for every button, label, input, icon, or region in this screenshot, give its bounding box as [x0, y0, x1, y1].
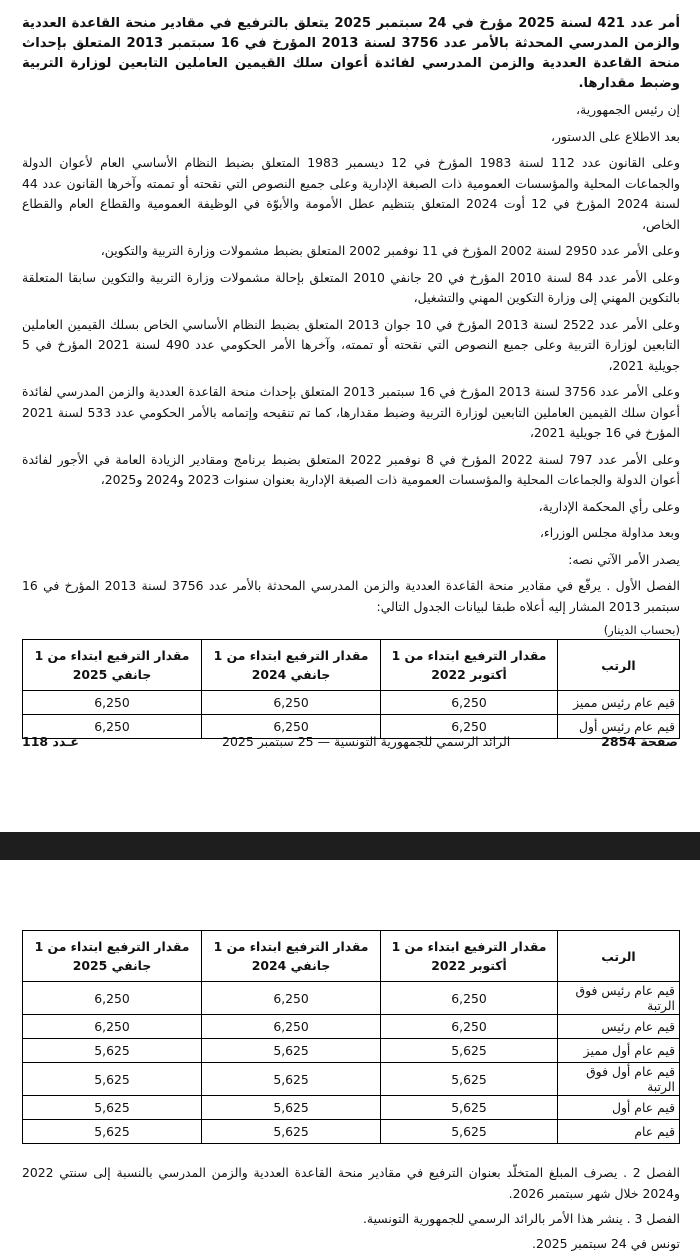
- table-row: [23, 1096, 680, 1120]
- table-row: [23, 1039, 680, 1063]
- header-jan-2024: مقدار الترفيع ابتداء من 1 جانفي 2024: [202, 640, 381, 691]
- value-cell: 6,250: [381, 1015, 558, 1039]
- table-header-row: [23, 931, 680, 982]
- increase-table-part-2: [22, 930, 680, 1144]
- value-cell: 5,625: [202, 1096, 381, 1120]
- rank-cell: قيم عام رئيس أول: [558, 715, 680, 739]
- preamble-law-112: وعلى القانون عدد 112 لسنة 1983 المؤرخ في 12 ديسمبر 1983 المتعلق بضبط النظام الأساسي العام لأعوان الدولة والجماعات المحلية والمؤسسات العمومية ذات الصبغة الإدارية وعلى جميع النصوص التي نقحته أو تممته وآخرها القانون عدد 44 لسنة 2024 المؤرخ في 12 أوت 2024 المتعلق بتنظيم عطل الأمومة والأبوّة في الوظيفة العمومية والقطاع العام والقطاع الخاص،: [22, 155, 680, 232]
- value-cell: 5,625: [23, 1063, 202, 1096]
- value-cell: 5,625: [202, 1120, 381, 1144]
- rank-cell: قيم عام: [558, 1120, 680, 1144]
- article-3: الفصل 3 . ينشر هذا الأمر بالرائد الرسمي للجمهورية التونسية.: [362, 1211, 680, 1226]
- value-cell: 5,625: [202, 1039, 381, 1063]
- rank-cell: قيم عام أول مميز: [558, 1039, 680, 1063]
- preamble-decree-3756: وعلى الأمر عدد 3756 لسنة 2013 المؤرخ في 16 سبتمبر 2013 المتعلق بإحداث منحة القاعدة العددية والزمن المدرسي لفائدة أعوان سلك القيمين العاملين التابعين لوزارة التربية وضبط مقدارها، كما تم تنقيحه وإتمامه بالأمر الحكومي عدد 533 لسنة 2021 المؤرخ في 16 جويلية 2021،: [22, 384, 680, 440]
- issue-number: عـدد 118: [22, 734, 79, 749]
- value-cell: 5,625: [202, 1063, 381, 1096]
- value-cell: 5,625: [381, 1063, 558, 1096]
- value-cell: 5,625: [381, 1120, 558, 1144]
- value-cell: 6,250: [23, 715, 202, 739]
- table-row: [23, 1063, 680, 1096]
- value-cell: 6,250: [23, 982, 202, 1015]
- header-ranks: الرتب: [558, 931, 680, 982]
- header-oct-2022: مقدار الترفيع ابتداء من 1 أكتوبر 2022: [381, 640, 558, 691]
- header-oct-2022: مقدار الترفيع ابتداء من 1 أكتوبر 2022: [381, 931, 558, 982]
- preamble-council: وبعد مداولة مجلس الوزراء،: [539, 525, 680, 540]
- gazette-page-continued: [0, 860, 700, 1254]
- decree-enactment: يصدر الأمر الآتي نصه:: [568, 551, 680, 567]
- value-cell: 6,250: [202, 715, 381, 739]
- preamble-president: إن رئيس الجمهورية،: [576, 102, 680, 117]
- value-cell: 6,250: [202, 691, 381, 715]
- table-row: [23, 982, 680, 1015]
- header-ranks: الرتب: [558, 640, 680, 691]
- table-row: [23, 691, 680, 715]
- table-header-row: [23, 640, 680, 691]
- increase-table-part-1: [22, 639, 680, 739]
- header-jan-2025: مقدار الترفيع ابتداء من 1 جانفي 2025: [23, 640, 202, 691]
- value-cell: 6,250: [23, 1015, 202, 1039]
- rank-cell: قيم عام أول فوق الرتبة: [558, 1063, 680, 1096]
- table-row: [23, 1015, 680, 1039]
- preamble-constitution: بعد الاطلاع على الدستور،: [551, 128, 680, 144]
- preamble-decree-797: وعلى الأمر عدد 797 لسنة 2022 المؤرخ في 8 نوفمبر 2022 المتعلق بضبط برنامج ومقادير الزيادة العامة في الأجور لفائدة أعوان الدولة والجماعات المحلية والمؤسسات العمومية ذات الصبغة الإدارية بعنوان سنوات 2023 و2024 و2025،: [22, 451, 681, 487]
- preamble-decree-84: وعلى الأمر عدد 84 لسنة 2010 المؤرخ في 20 جانفي 2010 المتعلق بإحالة مشمولات وزارة التربية والتكوين سابقا المتعلقة بالتكوين المهني إلى وزارة التكوين المهني والتشغيل،: [22, 269, 680, 305]
- value-cell: 6,250: [202, 982, 381, 1015]
- header-jan-2024: مقدار الترفيع ابتداء من 1 جانفي 2024: [202, 931, 381, 982]
- preamble-decree-2522: وعلى الأمر عدد 2522 لسنة 2013 المؤرخ في 10 جوان 2013 المتعلق بضبط النظام الأساسي الخاص بسلك القيمين العاملين التابعين لوزارة التربية وعلى جميع النصوص التي نقحته أو تممته، وآخرها الأمر الحكومي عدد 490 لسنة 2021 المؤرخ في 5 جويلية 2021،: [22, 316, 681, 373]
- table-row: [23, 1120, 680, 1144]
- currency-unit-note: (بحساب الدينار): [603, 623, 680, 637]
- page-number: صفحة 2854: [601, 734, 678, 749]
- value-cell: 5,625: [23, 1096, 202, 1120]
- value-cell: 5,625: [23, 1039, 202, 1063]
- rank-cell: قيم عام رئيس: [558, 1015, 680, 1039]
- header-jan-2025: مقدار الترفيع ابتداء من 1 جانفي 2025: [23, 931, 202, 982]
- value-cell: 6,250: [381, 982, 558, 1015]
- rank-cell: قيم عام رئيس فوق الرتبة: [558, 982, 680, 1015]
- article-2: الفصل 2 . يصرف المبلغ المتخلّد بعنوان الترفيع في مقادير منحة القاعدة العددية والزمن المدرسي بالنسبة إلى سنتي 2022 و2024 خلال شهر سبتمبر 2026.: [22, 1165, 680, 1201]
- value-cell: 6,250: [381, 691, 558, 715]
- value-cell: 5,625: [381, 1096, 558, 1120]
- value-cell: 6,250: [381, 715, 558, 739]
- preamble-decree-2950: وعلى الأمر عدد 2950 لسنة 2002 المؤرخ في 11 نوفمبر 2002 المتعلق بضبط مشمولات وزارة التربية والتكوين،: [100, 243, 680, 258]
- gazette-name-date: الرائد الرسمي للجمهورية التونسية — 25 سبتمبر 2025: [222, 734, 511, 749]
- signature-place-date: تونس في 24 سبتمبر 2025.: [532, 1236, 680, 1251]
- value-cell: 5,625: [381, 1039, 558, 1063]
- value-cell: 5,625: [23, 1120, 202, 1144]
- rank-cell: قيم عام رئيس مميز: [558, 691, 680, 715]
- decree-title: أمر عدد 421 لسنة 2025 مؤرخ في 24 سبتمبر 2025 يتعلق بالترفيع في مقادير منحة القاعدة العددية والزمن المدرسي المحدثة بالأمر عدد 3756 لسنة 2013 المؤرخ في 16 سبتمبر 2013 المتعلق بإحداث منحة القاعدة العددية والزمن المدرسي لفائدة أعوان سلك القيمين العاملين التابعين لوزارة التربية وضبط مقدارها.: [22, 16, 680, 91]
- value-cell: 6,250: [202, 1015, 381, 1039]
- page-footer: [22, 734, 678, 754]
- rank-cell: قيم عام أول: [558, 1096, 680, 1120]
- value-cell: 6,250: [23, 691, 202, 715]
- article-1: الفصل الأول . يرفّع في مقادير منحة القاعدة العددية والزمن المدرسي المحدثة بالأمر عدد 3756 لسنة 2013 المؤرخ في 16 سبتمبر 2013 المشار إليه أعلاه طبقا لبيانات الجدول التالي:: [22, 578, 680, 614]
- page-separator: [0, 832, 700, 860]
- preamble-admin-court: وعلى رأي المحكمة الإدارية،: [538, 498, 680, 514]
